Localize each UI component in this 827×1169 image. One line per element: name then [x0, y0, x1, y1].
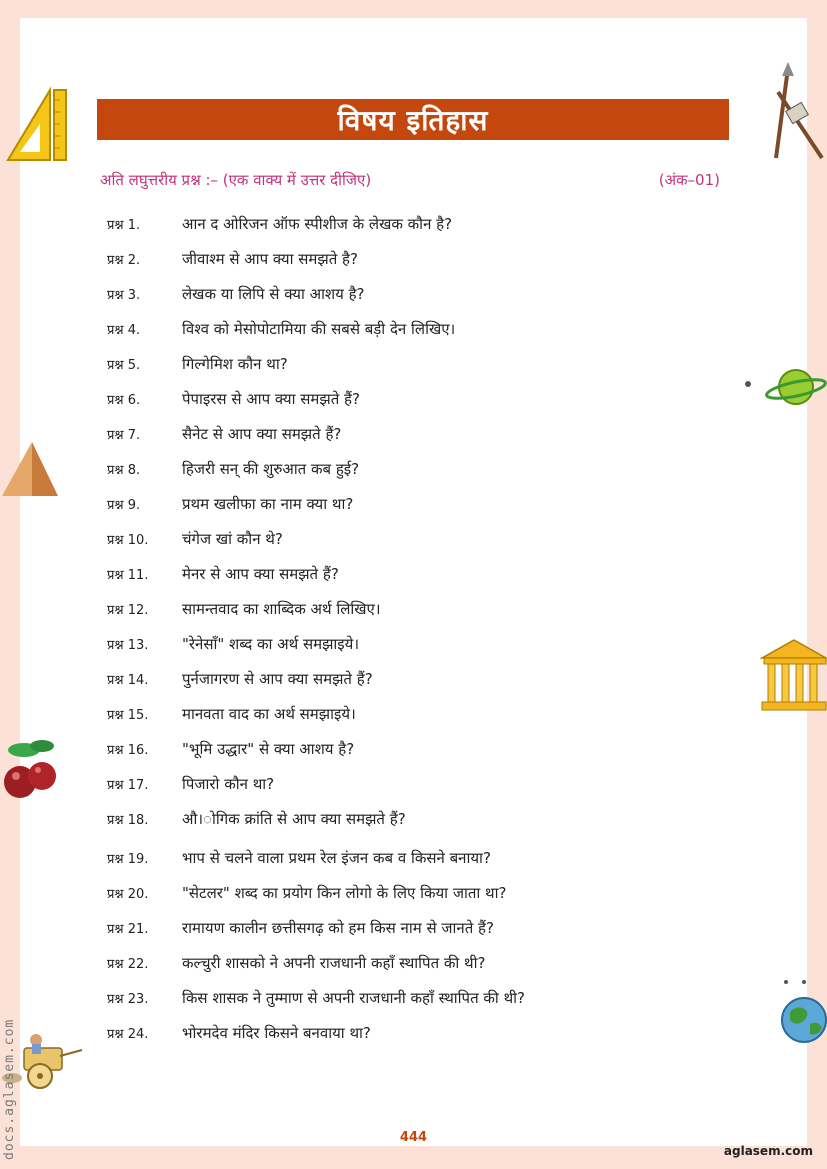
question-number: प्रश्न 19. — [107, 852, 149, 867]
section-heading-text: अति लघुत्तरीय प्रश्न :– (एक वाक्य में उत्तर दीजिए) — [100, 171, 372, 189]
question-item — [107, 529, 747, 564]
pyramid-icon — [0, 438, 60, 498]
site-credit: aglasem.com — [723, 1144, 813, 1158]
question-item — [107, 249, 747, 284]
question-text: "सेटलर" शब्द का प्रयोग किन लोगो के लिए किया जाता था? — [182, 884, 507, 902]
question-number: प्रश्न 3. — [107, 288, 141, 303]
question-item — [107, 669, 747, 704]
question-number: प्रश्न 18. — [107, 813, 149, 828]
question-text: गिल्गेमिश कौन था? — [182, 355, 288, 373]
question-number: प्रश्न 10. — [107, 533, 149, 548]
question-number: प्रश्न 9. — [107, 498, 141, 513]
question-text: जीवाश्म से आप क्या समझते है? — [182, 250, 358, 268]
page-title: विषय इतिहास — [97, 99, 729, 140]
question-number: प्रश्न 15. — [107, 708, 149, 723]
question-text: किस शासक ने तुम्माण से अपनी राजधानी कहाँ स्थापित की थी? — [182, 989, 525, 1007]
page-number: 444 — [399, 1130, 428, 1145]
question-text: कल्चुरी शासको ने अपनी राजधानी कहाँ स्थापित की थी? — [182, 954, 486, 972]
question-number: प्रश्न 4. — [107, 323, 141, 338]
ruler-icon — [4, 86, 70, 164]
question-number: प्रश्न 21. — [107, 922, 149, 937]
question-text: भोरमदेव मंदिर किसने बनवाया था? — [182, 1024, 371, 1042]
question-number: प्रश्न 8. — [107, 463, 141, 478]
section-heading — [100, 170, 720, 194]
question-text: सैनेट से आप क्या समझते हैं? — [182, 425, 342, 443]
question-item — [107, 918, 747, 953]
question-item — [107, 739, 747, 774]
question-number: प्रश्न 6. — [107, 393, 141, 408]
question-item — [107, 774, 747, 809]
question-number: प्रश्न 1. — [107, 218, 141, 233]
question-number: प्रश्न 5. — [107, 358, 141, 373]
globe-icon — [776, 976, 827, 1048]
question-number: प्रश्न 14. — [107, 673, 149, 688]
planet-icon — [742, 364, 827, 410]
question-text: आन द ओरिजन ऑफ स्पीशीज के लेखक कौन है? — [182, 215, 453, 233]
question-text: हिजरी सन् की शुरुआत कब हुई? — [182, 460, 360, 478]
question-text: पेपाइरस से आप क्या समझते हैं? — [182, 390, 360, 408]
question-item — [107, 424, 747, 459]
question-number: प्रश्न 11. — [107, 568, 149, 583]
question-number: प्रश्न 20. — [107, 887, 149, 902]
fruit-icon — [2, 736, 60, 806]
question-text: मानवता वाद का अर्थ समझाइये। — [182, 705, 356, 723]
question-text: औ।ोगिक क्रांति से आप क्या समझते हैं? — [182, 810, 406, 828]
question-text: चंगेज खां कौन थे? — [182, 530, 283, 548]
question-text: "भूमि उद्धार" से क्या आशय है? — [182, 740, 355, 758]
question-item — [107, 883, 747, 918]
temple-icon — [760, 636, 827, 712]
question-item — [107, 354, 747, 389]
question-number: प्रश्न 13. — [107, 638, 149, 653]
question-item — [107, 1023, 747, 1058]
question-text: पुर्नजागरण से आप क्या समझते हैं? — [182, 670, 373, 688]
question-number: प्रश्न 22. — [107, 957, 149, 972]
question-item — [107, 494, 747, 529]
question-item — [107, 214, 747, 249]
question-text: लेखक या लिपि से क्या आशय है? — [182, 285, 365, 303]
spear-icon — [768, 62, 826, 162]
question-number: प्रश्न 12. — [107, 603, 149, 618]
question-text: भाप से चलने वाला प्रथम रेल इंजन कब व किसने बनाया? — [182, 849, 491, 867]
question-text: रामायण कालीन छत्तीसगढ़ को हम किस नाम से जानते हैं? — [182, 919, 494, 937]
question-item — [107, 704, 747, 739]
question-item — [107, 564, 747, 599]
question-item — [107, 599, 747, 634]
question-list — [107, 214, 747, 1058]
question-number: प्रश्न 17. — [107, 778, 149, 793]
question-text: प्रथम खलीफा का नाम क्या था? — [182, 495, 354, 513]
question-text: मेनर से आप क्या समझते हैं? — [182, 565, 339, 583]
question-item — [107, 634, 747, 669]
question-number: प्रश्न 24. — [107, 1027, 149, 1042]
question-number: प्रश्न 16. — [107, 743, 149, 758]
question-text: पिजारो कौन था? — [182, 775, 275, 793]
question-item — [107, 988, 747, 1023]
watermark-text: docs.aglasem.com — [2, 1018, 17, 1160]
question-item — [107, 389, 747, 424]
question-number: प्रश्न 23. — [107, 992, 149, 1007]
question-item — [107, 809, 747, 844]
question-number: प्रश्न 7. — [107, 428, 141, 443]
marks-label: (अंक–01) — [658, 171, 720, 189]
question-text: "रेनेसाँ" शब्द का अर्थ समझाइये। — [182, 635, 360, 653]
question-text: सामन्तवाद का शाब्दिक अर्थ लिखिए। — [182, 600, 381, 618]
question-item — [107, 848, 747, 883]
question-item — [107, 284, 747, 319]
question-number: प्रश्न 2. — [107, 253, 141, 268]
question-item — [107, 459, 747, 494]
question-text: विश्व को मेसोपोटामिया की सबसे बड़ी देन लिखिए। — [182, 320, 456, 338]
question-item — [107, 319, 747, 354]
question-item — [107, 953, 747, 988]
